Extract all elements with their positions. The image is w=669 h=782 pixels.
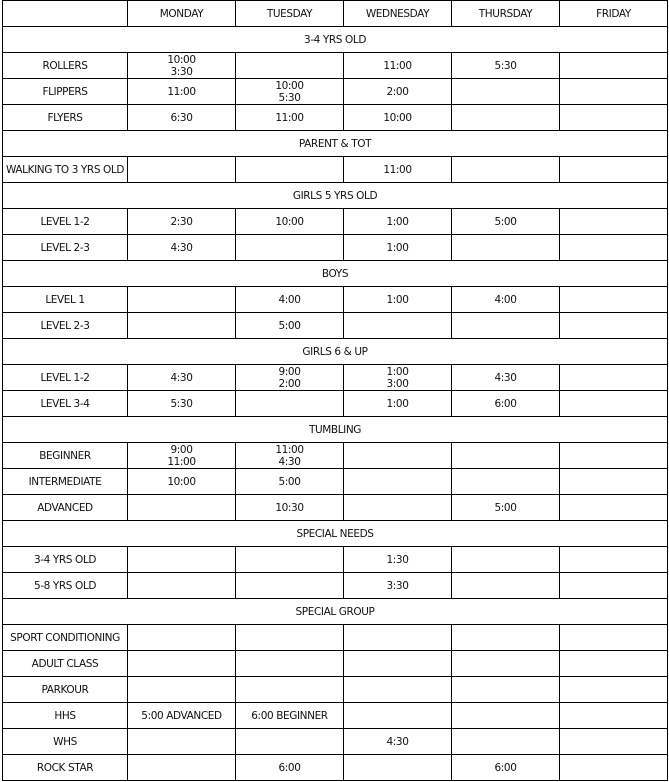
- class-time: 6:30: [170, 111, 193, 124]
- time-cell-thursday: [452, 365, 560, 391]
- class-row: [3, 677, 668, 703]
- time-cell-tuesday: [236, 651, 344, 677]
- time-cell-tuesday: [236, 443, 344, 469]
- class-row: [3, 495, 668, 521]
- class-row: [3, 547, 668, 573]
- time-cell-monday: [128, 235, 236, 261]
- section-title: GIRLS 5 YRS OLD: [3, 183, 668, 209]
- section-header-row: [3, 27, 668, 53]
- time-cell-thursday: [452, 547, 560, 573]
- time-cell-monday: [128, 703, 236, 729]
- class-row: [3, 287, 668, 313]
- class-time: 5:00: [494, 215, 517, 228]
- time-cell-monday: [128, 495, 236, 521]
- class-label: ADULT CLASS: [3, 651, 128, 677]
- time-cell-monday: [128, 209, 236, 235]
- class-time: 11:00: [167, 455, 196, 468]
- time-cell-monday: [128, 287, 236, 313]
- time-cell-thursday: [452, 391, 560, 417]
- class-time: 9:00: [170, 443, 193, 456]
- class-label: PARKOUR: [3, 677, 128, 703]
- section-title: 3-4 YRS OLD: [3, 27, 668, 53]
- class-time: 10:00: [275, 79, 304, 92]
- time-cell-friday: [560, 209, 668, 235]
- time-cell-tuesday: [236, 703, 344, 729]
- class-row: [3, 703, 668, 729]
- time-cell-wednesday: [344, 729, 452, 755]
- time-cell-monday: [128, 651, 236, 677]
- class-time: 1:00: [386, 215, 409, 228]
- class-time: 5:00: [278, 475, 301, 488]
- time-cell-tuesday: [236, 313, 344, 339]
- class-row: [3, 651, 668, 677]
- time-cell-tuesday: [236, 677, 344, 703]
- time-cell-friday: [560, 729, 668, 755]
- section-title: PARENT & TOT: [3, 131, 668, 157]
- class-time: 11:00: [383, 163, 412, 176]
- header-day-wednesday: WEDNESDAY: [344, 1, 452, 27]
- header-day-monday: MONDAY: [128, 1, 236, 27]
- time-cell-wednesday: [344, 677, 452, 703]
- class-time: 6:00: [278, 761, 301, 774]
- class-row: [3, 53, 668, 79]
- time-cell-tuesday: [236, 79, 344, 105]
- time-cell-wednesday: [344, 209, 452, 235]
- class-time: 5:00: [494, 501, 517, 514]
- time-cell-thursday: [452, 79, 560, 105]
- time-cell-friday: [560, 287, 668, 313]
- class-time: 11:00: [275, 111, 304, 124]
- class-time: 4:00: [494, 293, 517, 306]
- section-header-row: [3, 417, 668, 443]
- class-time: 10:30: [275, 501, 304, 514]
- time-cell-tuesday: [236, 573, 344, 599]
- class-label: LEVEL 2-3: [3, 313, 128, 339]
- time-cell-monday: [128, 547, 236, 573]
- class-time: 5:30: [170, 397, 193, 410]
- time-cell-wednesday: [344, 157, 452, 183]
- time-cell-thursday: [452, 105, 560, 131]
- header-day-tuesday: TUESDAY: [236, 1, 344, 27]
- class-label: WHS: [3, 729, 128, 755]
- time-cell-friday: [560, 755, 668, 781]
- class-row: [3, 313, 668, 339]
- time-cell-thursday: [452, 287, 560, 313]
- time-cell-wednesday: [344, 79, 452, 105]
- time-cell-wednesday: [344, 391, 452, 417]
- class-time: 4:00: [278, 293, 301, 306]
- time-cell-wednesday: [344, 703, 452, 729]
- time-cell-thursday: [452, 651, 560, 677]
- class-time: 2:00: [386, 85, 409, 98]
- time-cell-monday: [128, 53, 236, 79]
- class-time: 2:30: [170, 215, 193, 228]
- class-time: 6:00: [494, 397, 517, 410]
- class-row: [3, 469, 668, 495]
- class-label: ROCK STAR: [3, 755, 128, 781]
- section-title: TUMBLING: [3, 417, 668, 443]
- time-cell-tuesday: [236, 105, 344, 131]
- class-label: LEVEL 1-2: [3, 365, 128, 391]
- time-cell-wednesday: [344, 105, 452, 131]
- class-row: [3, 755, 668, 781]
- class-time: 1:00: [386, 293, 409, 306]
- time-cell-tuesday: [236, 625, 344, 651]
- time-cell-friday: [560, 365, 668, 391]
- class-row: [3, 729, 668, 755]
- section-header-row: [3, 131, 668, 157]
- class-schedule-table: [2, 0, 668, 781]
- time-cell-wednesday: [344, 235, 452, 261]
- class-row: [3, 391, 668, 417]
- class-time: 5:00 ADVANCED: [141, 709, 222, 722]
- time-cell-wednesday: [344, 573, 452, 599]
- time-cell-friday: [560, 79, 668, 105]
- class-time: 6:00: [494, 761, 517, 774]
- class-time: 10:00: [275, 215, 304, 228]
- time-cell-friday: [560, 677, 668, 703]
- time-cell-monday: [128, 105, 236, 131]
- class-time: 11:00: [167, 85, 196, 98]
- class-time: 5:30: [494, 59, 517, 72]
- time-cell-tuesday: [236, 209, 344, 235]
- time-cell-thursday: [452, 469, 560, 495]
- class-row: [3, 365, 668, 391]
- time-cell-monday: [128, 79, 236, 105]
- time-cell-thursday: [452, 495, 560, 521]
- time-cell-friday: [560, 469, 668, 495]
- time-cell-monday: [128, 755, 236, 781]
- class-time: 11:00: [383, 59, 412, 72]
- class-row: [3, 105, 668, 131]
- section-header-row: [3, 183, 668, 209]
- class-time: 3:30: [170, 65, 193, 78]
- time-cell-friday: [560, 157, 668, 183]
- class-label: BEGINNER: [3, 443, 128, 469]
- class-label: INTERMEDIATE: [3, 469, 128, 495]
- time-cell-wednesday: [344, 443, 452, 469]
- corner-cell: [3, 1, 128, 27]
- time-cell-friday: [560, 443, 668, 469]
- time-cell-monday: [128, 573, 236, 599]
- time-cell-monday: [128, 729, 236, 755]
- class-time: 1:00: [386, 397, 409, 410]
- time-cell-monday: [128, 365, 236, 391]
- header-day-friday: FRIDAY: [560, 1, 668, 27]
- time-cell-tuesday: [236, 53, 344, 79]
- class-row: [3, 235, 668, 261]
- time-cell-thursday: [452, 755, 560, 781]
- section-header-row: [3, 521, 668, 547]
- class-time: 10:00: [167, 53, 196, 66]
- time-cell-friday: [560, 235, 668, 261]
- section-header-row: [3, 339, 668, 365]
- class-label: LEVEL 1-2: [3, 209, 128, 235]
- class-label: FLIPPERS: [3, 79, 128, 105]
- time-cell-monday: [128, 625, 236, 651]
- class-label: HHS: [3, 703, 128, 729]
- section-title: GIRLS 6 & UP: [3, 339, 668, 365]
- class-row: [3, 79, 668, 105]
- class-row: [3, 209, 668, 235]
- time-cell-tuesday: [236, 157, 344, 183]
- class-time: 5:30: [278, 91, 301, 104]
- time-cell-tuesday: [236, 235, 344, 261]
- class-label: SPORT CONDITIONING: [3, 625, 128, 651]
- time-cell-friday: [560, 495, 668, 521]
- class-time: 3:30: [386, 579, 409, 592]
- time-cell-tuesday: [236, 469, 344, 495]
- time-cell-thursday: [452, 235, 560, 261]
- time-cell-tuesday: [236, 547, 344, 573]
- class-label: LEVEL 1: [3, 287, 128, 313]
- time-cell-wednesday: [344, 287, 452, 313]
- class-label: WALKING TO 3 YRS OLD: [3, 157, 128, 183]
- class-label: LEVEL 3-4: [3, 391, 128, 417]
- section-title: SPECIAL NEEDS: [3, 521, 668, 547]
- class-row: [3, 625, 668, 651]
- class-time: 11:00: [275, 443, 304, 456]
- time-cell-tuesday: [236, 729, 344, 755]
- time-cell-wednesday: [344, 313, 452, 339]
- class-label: FLYERS: [3, 105, 128, 131]
- time-cell-monday: [128, 313, 236, 339]
- section-title: SPECIAL GROUP: [3, 599, 668, 625]
- class-time: 3:00: [386, 377, 409, 390]
- time-cell-friday: [560, 391, 668, 417]
- time-cell-friday: [560, 53, 668, 79]
- time-cell-thursday: [452, 573, 560, 599]
- time-cell-tuesday: [236, 755, 344, 781]
- class-row: [3, 573, 668, 599]
- class-label: ROLLERS: [3, 53, 128, 79]
- time-cell-friday: [560, 625, 668, 651]
- time-cell-wednesday: [344, 625, 452, 651]
- time-cell-friday: [560, 313, 668, 339]
- class-label: LEVEL 2-3: [3, 235, 128, 261]
- schedule-body: [3, 27, 668, 781]
- class-row: [3, 443, 668, 469]
- header-day-thursday: THURSDAY: [452, 1, 560, 27]
- class-time: 6:00 BEGINNER: [251, 709, 328, 722]
- section-title: BOYS: [3, 261, 668, 287]
- time-cell-monday: [128, 157, 236, 183]
- time-cell-thursday: [452, 443, 560, 469]
- class-time: 10:00: [383, 111, 412, 124]
- class-row: [3, 157, 668, 183]
- time-cell-thursday: [452, 625, 560, 651]
- time-cell-thursday: [452, 53, 560, 79]
- class-time: 1:00: [386, 241, 409, 254]
- time-cell-monday: [128, 469, 236, 495]
- time-cell-wednesday: [344, 651, 452, 677]
- class-time: 5:00: [278, 319, 301, 332]
- class-label: 5-8 YRS OLD: [3, 573, 128, 599]
- time-cell-wednesday: [344, 755, 452, 781]
- section-header-row: [3, 261, 668, 287]
- class-time: 4:30: [278, 455, 301, 468]
- time-cell-thursday: [452, 729, 560, 755]
- time-cell-wednesday: [344, 547, 452, 573]
- class-time: 4:30: [386, 735, 409, 748]
- class-label: ADVANCED: [3, 495, 128, 521]
- time-cell-tuesday: [236, 391, 344, 417]
- time-cell-thursday: [452, 677, 560, 703]
- time-cell-friday: [560, 105, 668, 131]
- time-cell-friday: [560, 703, 668, 729]
- time-cell-wednesday: [344, 53, 452, 79]
- time-cell-wednesday: [344, 495, 452, 521]
- time-cell-tuesday: [236, 365, 344, 391]
- time-cell-thursday: [452, 157, 560, 183]
- time-cell-friday: [560, 651, 668, 677]
- time-cell-tuesday: [236, 495, 344, 521]
- class-time: 4:30: [494, 371, 517, 384]
- class-time: 9:00: [278, 365, 301, 378]
- class-time: 1:00: [386, 365, 409, 378]
- time-cell-friday: [560, 547, 668, 573]
- time-cell-wednesday: [344, 365, 452, 391]
- class-time: 10:00: [167, 475, 196, 488]
- class-time: 1:30: [386, 553, 409, 566]
- class-label: 3-4 YRS OLD: [3, 547, 128, 573]
- class-time: 4:30: [170, 241, 193, 254]
- time-cell-friday: [560, 573, 668, 599]
- time-cell-tuesday: [236, 287, 344, 313]
- time-cell-monday: [128, 677, 236, 703]
- class-time: 4:30: [170, 371, 193, 384]
- time-cell-thursday: [452, 703, 560, 729]
- time-cell-monday: [128, 391, 236, 417]
- time-cell-thursday: [452, 313, 560, 339]
- time-cell-thursday: [452, 209, 560, 235]
- class-time: 2:00: [278, 377, 301, 390]
- time-cell-monday: [128, 443, 236, 469]
- section-header-row: [3, 599, 668, 625]
- header-row: [3, 1, 668, 27]
- time-cell-wednesday: [344, 469, 452, 495]
